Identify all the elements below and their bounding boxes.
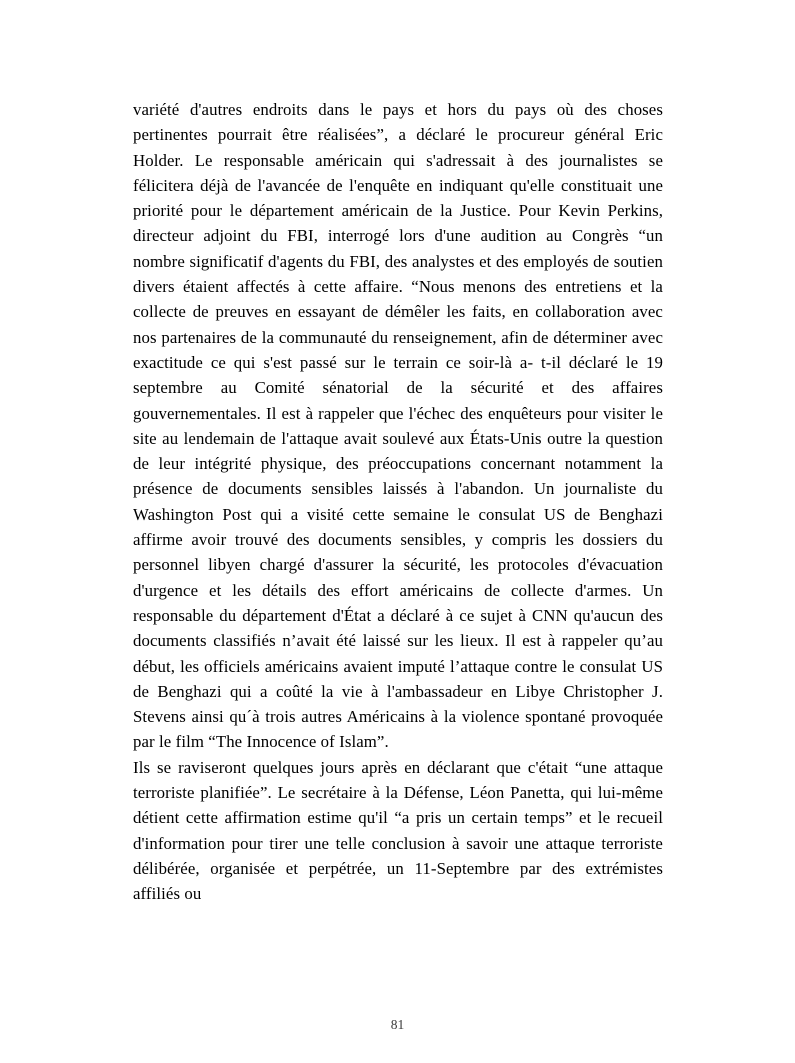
page-number: 81 bbox=[390, 1017, 405, 1032]
paragraph: variété d'autres endroits dans le pays et hors du pays où des choses pertinentes pourrait être réalisées”, a déclaré le procureur général Eric Holder. Le responsable américain qui s'adressait à des journalistes se félicitera déjà de l'avancée de l'enquête en indiquant qu'elle constituait une priorité pour le département américain de la Justice. Pour Kevin Perkins, directeur adjoint du FBI, interrogé lors d'une audition au Congrès “un nombre significatif d'agents du FBI, des analystes et des employés de soutien divers étaient affectés à cette affaire. “Nous menons des entretiens et la collecte de preuves en essayant de démêler les faits, en collaboration avec nos partenaires de la communauté du renseignement, afin de déterminer avec exactitude ce qui s'est passé sur le terrain ce soir-là a- t-il déclaré le 19 septembre au Comité sénatorial de la sécurité et des affaires gouvernementales. Il est à rappeler que l'échec des enquêteurs pour visiter le site au lendemain de l'attaque avait soulevé aux États-Unis outre la question de leur intégrité physique, des préoccupations concernant notamment la présence de documents sensibles laissés à l'abandon. Un journaliste du Washington Post qui a visité cette semaine le consulat US de Benghazi affirme avoir trouvé des documents sensibles, y compris les dossiers du personnel libyen chargé d'assurer la sécurité, les protocoles d'évacuation d'urgence et les détails des effort américains de collecte d'armes. Un responsable du département d'État a déclaré à ce sujet à CNN qu'aucun des documents classifiés n’avait été laissé sur les lieux. Il est à rappeler qu’au début, les officiels américains avaient imputé l’attaque contre le consulat US de Benghazi qui a coûté la vie à l'ambassadeur en Libye Christopher J. Stevens ainsi qu´à trois autres Américains à la violence spontané provoquée par le film “The Innocence of Islam”. bbox=[133, 100, 663, 752]
text-body bbox=[133, 97, 663, 907]
paragraph: Ils se raviseront quelques jours après en déclarant que c'était “une attaque terroriste planifiée”. Le secrétaire à la Défense, Léon Panetta, qui lui-même détient cette affirmation estime qu'il “a pris un certain temps” et le recueil d'information pour tirer une telle conclusion à savoir une attaque terroriste délibérée, organisée et perpétrée, un 11-Septembre par des extrémistes affiliés ou bbox=[133, 757, 663, 904]
